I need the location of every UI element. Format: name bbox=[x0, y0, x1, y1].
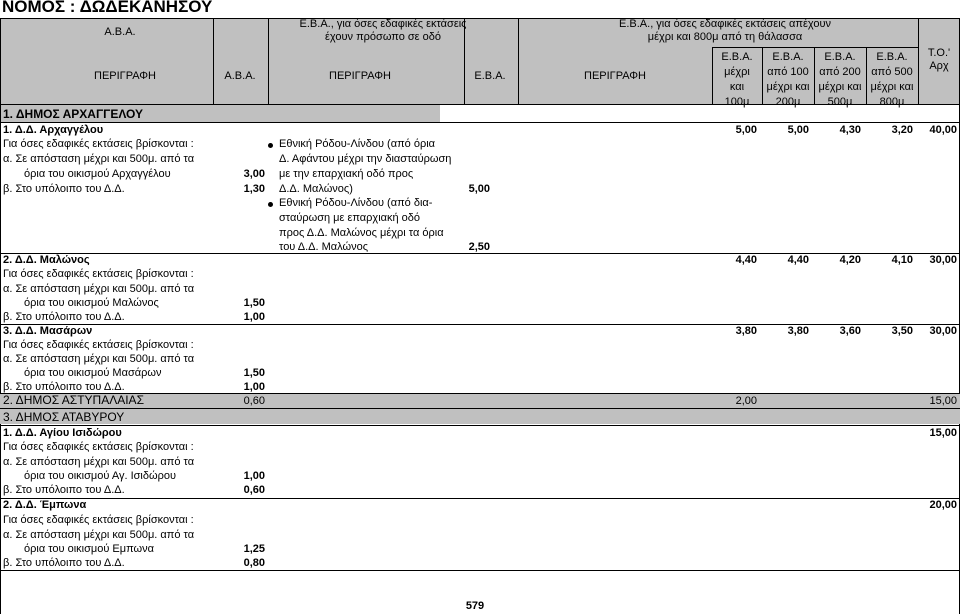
sea-value: 4,40 bbox=[787, 254, 809, 266]
header-perigrafi-3: ΠΕΡΙΓΡΑΦΗ bbox=[584, 70, 646, 82]
road-eva-value-1: 5,00 bbox=[468, 183, 490, 195]
a-line2-masaron: όρια του οικισμού Μασάρων bbox=[24, 367, 162, 379]
bullet-icon bbox=[268, 202, 273, 207]
a-apostasi-text: α. Σε απόσταση μέχρι και 500μ. από τα bbox=[3, 353, 195, 365]
road-desc-7: προς Δ.Δ. Μαλώνος μέχρι τα όρια bbox=[279, 227, 444, 239]
road-desc-6: σταύρωση με επαρχιακή οδό bbox=[279, 212, 421, 224]
b-ypoloipo-text: β. Στο υπόλοιπο του Δ.Δ. bbox=[3, 484, 125, 496]
row-divider bbox=[0, 498, 960, 499]
road-desc-1: Εθνική Ρόδου-Λίνδου (από όρια bbox=[279, 138, 436, 150]
section-header-background bbox=[0, 409, 960, 424]
sea-value: 4,10 bbox=[891, 254, 913, 266]
dd-name-malonos: 2. Δ.Δ. Μαλώνος bbox=[3, 254, 90, 266]
sea-col-1-l1: Ε.Β.Α. bbox=[721, 51, 753, 63]
header-to-2: Αρχ bbox=[929, 60, 949, 72]
sea-value: 3,20 bbox=[891, 124, 913, 136]
aba-value-a-archaggelou: 3,00 bbox=[243, 168, 265, 180]
a-line2-archaggelou: όρια του οικισμού Αρχαγγέλου bbox=[24, 168, 171, 180]
section-title-astypalaias: 2. ΔΗΜΟΣ ΑΣΤΥΠΑΛΑΙΑΣ bbox=[3, 393, 144, 407]
dd-name-isidorou: 1. Δ.Δ. Αγίου Ισιδώρου bbox=[3, 427, 122, 439]
sea-value: 4,20 bbox=[839, 254, 861, 266]
gia-oses-text: Για όσες εδαφικές εκτάσεις βρίσκονται : bbox=[3, 514, 194, 526]
sea-value: 4,30 bbox=[839, 124, 861, 136]
a-apostasi-text: α. Σε απόσταση μέχρι και 500μ. από τα bbox=[3, 456, 195, 468]
gia-oses-text: Για όσες εδαφικές εκτάσεις βρίσκονται : bbox=[3, 441, 194, 453]
col-divider bbox=[518, 18, 519, 104]
section-header-background bbox=[0, 393, 960, 408]
dd-name-emponas: 2. Δ.Δ. Έμπωνα bbox=[3, 499, 87, 511]
col-divider bbox=[814, 47, 815, 104]
sea-col-2-l4: 200μ bbox=[775, 96, 801, 108]
a-line2-malonos: όρια του οικισμού Μαλώνος bbox=[24, 297, 159, 309]
b-ypoloipo-text: β. Στο υπόλοιπο του Δ.Δ. bbox=[3, 311, 125, 323]
sea-value: 3,50 bbox=[891, 325, 913, 337]
to-value: 40,00 bbox=[929, 124, 957, 136]
aba-value-b-malonos: 1,00 bbox=[243, 311, 265, 323]
a-line2-emponas: όρια του οικισμού Εμπωνα bbox=[24, 543, 154, 555]
sea-col-4-l1: Ε.Β.Α. bbox=[876, 51, 908, 63]
aba-value-a-masaron: 1,50 bbox=[243, 367, 265, 379]
to-value: 30,00 bbox=[929, 325, 957, 337]
sea-col-1-l3: και bbox=[729, 81, 745, 93]
to-value: 20,00 bbox=[929, 499, 957, 511]
sea-col-4-l4: 800μ bbox=[879, 96, 905, 108]
header-perigrafi-1: ΠΕΡΙΓΡΑΦΗ bbox=[94, 70, 156, 82]
sea-col-2-l3: μέχρι και bbox=[766, 81, 810, 93]
dd-name-archaggelou: 1. Δ.Δ. Αρχαγγέλου bbox=[3, 124, 104, 136]
header-perigrafi-2: ΠΕΡΙΓΡΑΦΗ bbox=[329, 70, 391, 82]
header-aba: Α.Β.Α. bbox=[104, 26, 136, 38]
col-divider bbox=[762, 47, 763, 104]
sea-value: 5,00 bbox=[735, 124, 757, 136]
gia-oses-text: Για όσες εδαφικές εκτάσεις βρίσκονται : bbox=[3, 138, 194, 150]
header-aba-2: Α.Β.Α. bbox=[224, 70, 256, 82]
sea-col-3-l1: Ε.Β.Α. bbox=[824, 51, 856, 63]
sea-col-2-l2: από 100 bbox=[767, 66, 809, 78]
sea-subheader-line bbox=[712, 47, 918, 48]
sea-col-3-l4: 500μ bbox=[827, 96, 853, 108]
bullet-icon bbox=[268, 143, 273, 148]
header-bottom-border bbox=[0, 104, 960, 105]
aba-value-a-emponas: 1,25 bbox=[243, 543, 265, 555]
a-apostasi-text: α. Σε απόσταση μέχρι και 500μ. από τα bbox=[3, 153, 195, 165]
aba-value-a-malonos: 1,50 bbox=[243, 297, 265, 309]
to-value: 15,00 bbox=[929, 427, 957, 439]
sea-value: 3,60 bbox=[839, 325, 861, 337]
aba-value-b-archaggelou: 1,30 bbox=[243, 183, 265, 195]
road-desc-5: Εθνική Ρόδου-Λίνδου (από δια- bbox=[279, 197, 433, 209]
row-divider bbox=[0, 425, 960, 426]
sea-col-4-l3: μέχρι και bbox=[870, 81, 914, 93]
sea-value: 3,80 bbox=[735, 325, 757, 337]
sea-col-3-l3: μέχρι και bbox=[818, 81, 862, 93]
sea-col-1 bbox=[712, 50, 762, 110]
b-ypoloipo-text: β. Στο υπόλοιπο του Δ.Δ. bbox=[3, 557, 125, 569]
aba-value-b-masaron: 1,00 bbox=[243, 381, 265, 393]
aba-value-astypalaias: 0,60 bbox=[243, 395, 265, 407]
col-divider bbox=[712, 47, 713, 104]
b-ypoloipo-text: β. Στο υπόλοιπο του Δ.Δ. bbox=[3, 183, 125, 195]
sea-col-3-l2: από 200 bbox=[819, 66, 861, 78]
road-desc-8: του Δ.Δ. Μαλώνος bbox=[279, 241, 368, 253]
aba-value-a-isidorou: 1,00 bbox=[243, 470, 265, 482]
dd-name-masaron: 3. Δ.Δ. Μασάρων bbox=[3, 325, 93, 337]
sea-col-2 bbox=[762, 50, 814, 110]
road-desc-4: Δ.Δ. Μαλώνος) bbox=[279, 183, 353, 195]
page-number: 579 bbox=[465, 600, 485, 612]
header-eva-sea-2: μέχρι και 800μ από τη θάλασσα bbox=[647, 31, 803, 43]
road-eva-value-2: 2,50 bbox=[468, 241, 490, 253]
header-eva-frontage-2: έχουν πρόσωπο σε οδό bbox=[325, 31, 441, 43]
col-divider bbox=[268, 18, 269, 104]
sea-value-astypalaias: 2,00 bbox=[735, 395, 757, 407]
road-desc-2: Δ. Αφάντου μέχρι την διασταύρωση bbox=[279, 153, 452, 165]
page-title: ΝΟΜΟΣ : ΔΩΔΕΚΑΝΗΣΟΥ bbox=[2, 0, 213, 16]
row-divider bbox=[0, 122, 960, 123]
col-divider bbox=[866, 47, 867, 104]
header-eva-2: Ε.Β.Α. bbox=[474, 70, 506, 82]
to-value-astypalaias: 15,00 bbox=[929, 395, 957, 407]
a-apostasi-text: α. Σε απόσταση μέχρι και 500μ. από τα bbox=[3, 283, 195, 295]
header-to-1: Τ.Ο.' bbox=[927, 47, 951, 59]
road-desc-3: με την επαρχιακή οδό προς bbox=[279, 168, 414, 180]
b-ypoloipo-text: β. Στο υπόλοιπο του Δ.Δ. bbox=[3, 381, 125, 393]
table-top-border bbox=[0, 18, 960, 19]
sea-value: 3,80 bbox=[787, 325, 809, 337]
aba-value-b-isidorou: 0,60 bbox=[243, 484, 265, 496]
sea-value: 5,00 bbox=[787, 124, 809, 136]
header-eva-sea-1: Ε.Β.Α., για όσες εδαφικές εκτάσεις απέχουν bbox=[619, 18, 831, 30]
sea-col-2-l1: Ε.Β.Α. bbox=[772, 51, 804, 63]
section-title-archaggelou: 1. ΔΗΜΟΣ ΑΡΧΑΓΓΕΛΟΥ bbox=[3, 107, 144, 121]
section-title-atavyrou: 3. ΔΗΜΟΣ ΑΤΑΒΥΡΟΥ bbox=[3, 410, 125, 424]
col-divider bbox=[213, 18, 214, 104]
sea-col-4 bbox=[866, 50, 918, 110]
table-bottom-border bbox=[0, 570, 960, 571]
gia-oses-text: Για όσες εδαφικές εκτάσεις βρίσκονται : bbox=[3, 268, 194, 280]
sea-col-1-l2: μέχρι bbox=[724, 66, 750, 78]
col-divider bbox=[464, 18, 465, 104]
row-divider bbox=[0, 393, 960, 394]
sea-value: 4,40 bbox=[735, 254, 757, 266]
col-divider bbox=[918, 18, 919, 104]
sea-col-3 bbox=[814, 50, 866, 110]
a-apostasi-text: α. Σε απόσταση μέχρι και 500μ. από τα bbox=[3, 529, 195, 541]
sea-col-4-l2: από 500 bbox=[871, 66, 913, 78]
aba-value-b-emponas: 0,80 bbox=[243, 557, 265, 569]
to-value: 30,00 bbox=[929, 254, 957, 266]
sea-col-1-l4: 100μ bbox=[724, 96, 750, 108]
header-eva-frontage-1: Ε.Β.Α., για όσες εδαφικές εκτάσεις bbox=[299, 18, 467, 30]
a-line2-isidorou: όρια του οικισμού Αγ. Ισιδώρου bbox=[24, 470, 176, 482]
table-left-border bbox=[0, 18, 1, 614]
gia-oses-text: Για όσες εδαφικές εκτάσεις βρίσκονται : bbox=[3, 339, 194, 351]
